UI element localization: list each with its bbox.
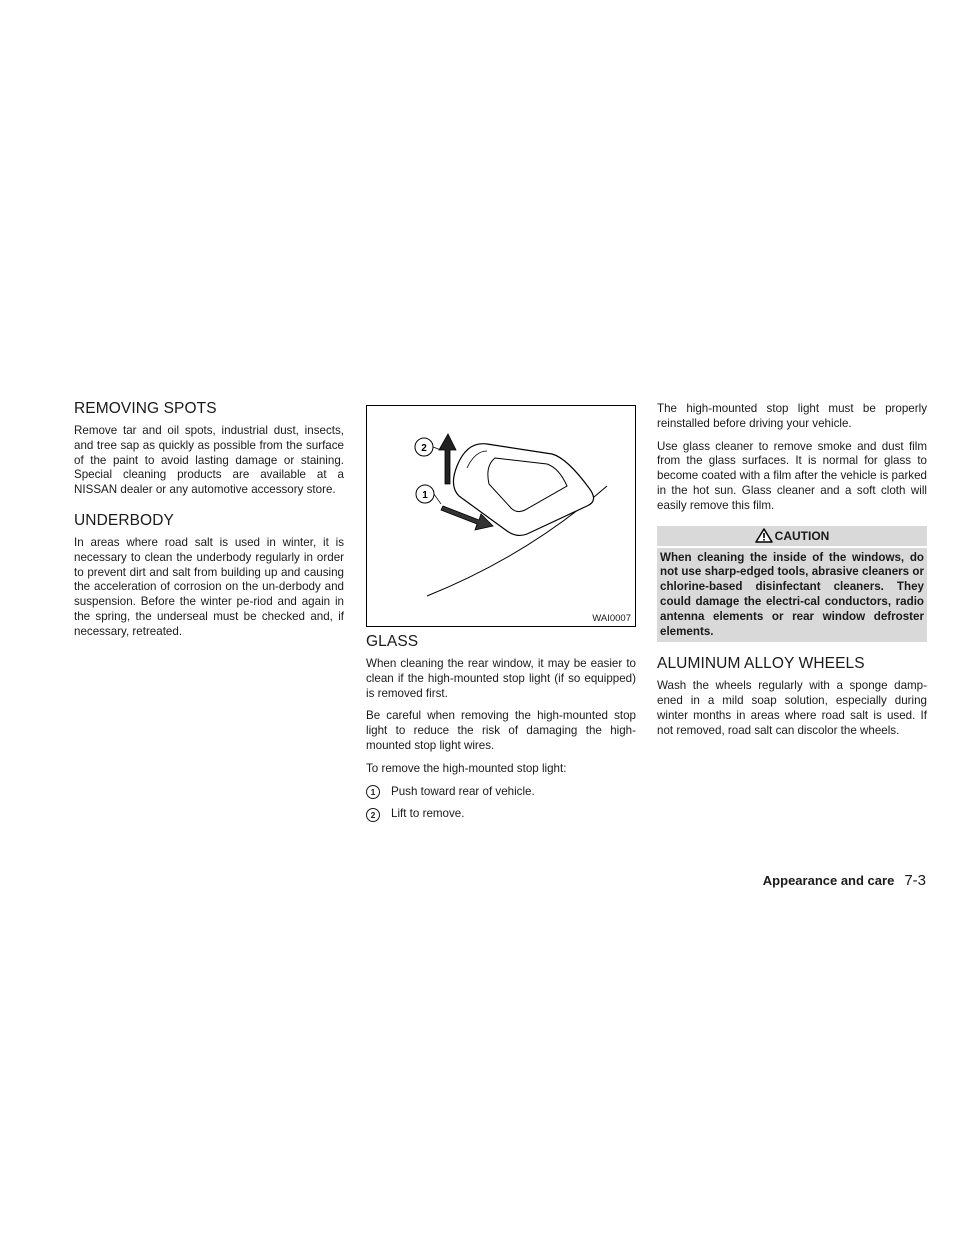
callout-2: 2 [421, 443, 427, 454]
heading-aluminum-alloy-wheels: ALUMINUM ALLOY WHEELS [657, 655, 865, 673]
glass-cleaner-text: Use glass cleaner to remove smoke and dust film from the glass surfaces. It is normal for glass to become coated with a film after the vehicle is parked in the hot sun. Glass cleaner and a soft cloth will easily remove this film. [657, 439, 927, 512]
glass-paragraph-2: Be careful when removing the high-mounted stop light to reduce the risk of damaging the high-mounted stop light wires. [366, 709, 636, 752]
stop-light-drawing [367, 406, 635, 626]
column-right [657, 402, 927, 747]
step-1-number: 1 [366, 785, 380, 799]
column-middle [366, 405, 636, 830]
figure-code: WAI0007 [592, 613, 631, 624]
caution-box [657, 526, 927, 643]
callout-1: 1 [422, 490, 428, 501]
removing-spots-text: Remove tar and oil spots, industrial dust, insects, and tree sap as quickly as possible from the surface of the paint to avoid lasting damage or staining. Special cleaning products are available at a NISSAN dealer or any automotive accessory store. [74, 424, 344, 497]
step-1-text: Push toward rear of vehicle. [391, 784, 535, 798]
step-2-number: 2 [366, 808, 380, 822]
caution-header [657, 526, 927, 548]
heading-underbody: UNDERBODY [74, 511, 174, 529]
column-left [74, 400, 344, 648]
underbody-text: In areas where road salt is used in winter, it is necessary to clean the underbody regularly in order to prevent dirt and salt from building up and causing the acceleration of corrosion on the un-derbody and suspension. Before the winter pe-riod and again in the spring, the underseal must be checked and, if necessary, retreated. [74, 535, 344, 638]
page-footer [763, 872, 926, 889]
glass-paragraph-3: To remove the high-mounted stop light: [366, 761, 567, 775]
glass-paragraph-1: When cleaning the rear window, it may be easier to clean if the high-mounted stop light (if so equipped) is removed first. [366, 657, 636, 700]
reinstall-text: The high-mounted stop light must be properly reinstalled before driving your vehicle. [657, 402, 927, 430]
footer-section-title: Appearance and care [762, 873, 895, 888]
step-2-text: Lift to remove. [391, 807, 465, 821]
alloy-wheels-text: Wash the wheels regularly with a sponge damp-ened in a mild soap solution, especially during winter months in areas where road salt is used. If not removed, road salt can discolor the wheels. [657, 679, 927, 737]
caution-text: When cleaning the inside of the windows, do not use sharp-edged tools, abrasive cleaners or chlorine-based disinfectant cleaners. They could damage the electri-cal conductors, radio antenna elements or rear window defroster elements. [660, 550, 924, 638]
heading-removing-spots: REMOVING SPOTS [74, 400, 217, 417]
step-2 [366, 807, 636, 822]
warning-triangle-icon [755, 528, 773, 543]
stop-light-illustration [366, 405, 636, 627]
step-1 [366, 785, 636, 800]
page-number: 7-3 [904, 872, 926, 889]
heading-glass: GLASS [366, 633, 419, 650]
caution-title: CAUTION [774, 528, 830, 543]
